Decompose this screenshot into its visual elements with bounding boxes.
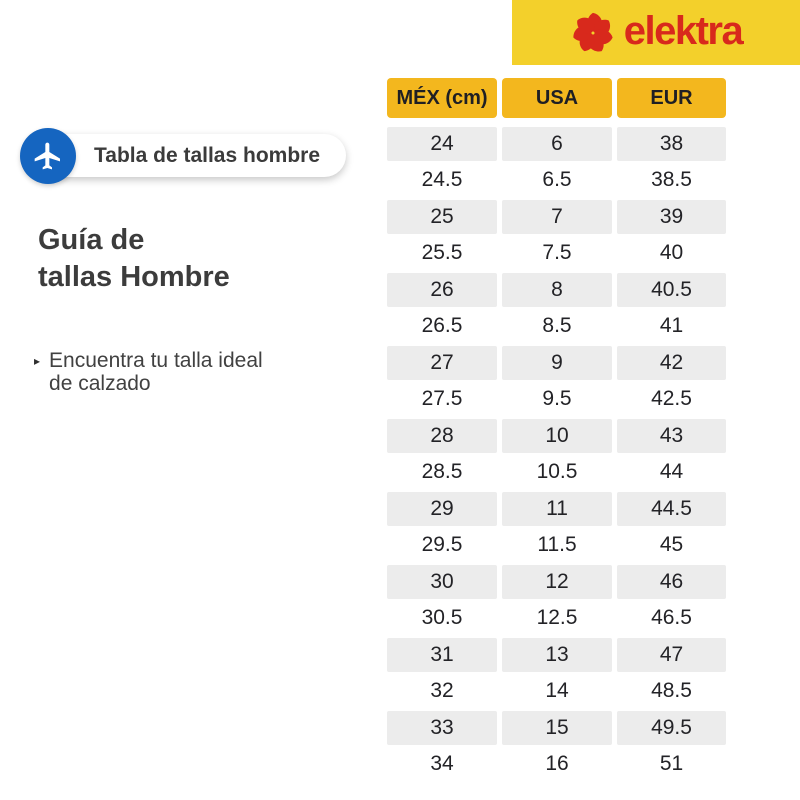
table-cell: 9 [502, 346, 612, 380]
table-row [387, 310, 727, 344]
table-cell: 30 [387, 565, 497, 599]
table-cell: 45 [659, 533, 684, 557]
bullet-note [34, 349, 274, 395]
table-cell: 29.5 [421, 533, 463, 557]
table-cell: 44 [659, 460, 684, 484]
table-cell: 41 [659, 314, 684, 338]
airplane-icon [20, 128, 76, 184]
table-cell: 8 [502, 273, 612, 307]
triangle-bullet-icon: ▸ [34, 354, 41, 368]
table-cell: 30.5 [421, 606, 463, 630]
table-cell: 12.5 [536, 606, 578, 630]
table-cell: 33 [387, 711, 497, 745]
page-title [38, 222, 230, 296]
table-cell: 13 [502, 638, 612, 672]
table-cell: 40 [659, 241, 684, 265]
size-table [387, 78, 727, 784]
size-chart-badge [20, 128, 360, 184]
page-title-line2: tallas Hombre [38, 261, 230, 293]
table-cell: 26.5 [421, 314, 463, 338]
table-cell: 29 [387, 492, 497, 526]
table-cell: 7 [502, 200, 612, 234]
column-header-eur: EUR [617, 78, 726, 118]
table-cell: 12 [502, 565, 612, 599]
table-row [387, 127, 727, 161]
table-row [387, 346, 727, 380]
table-cell: 24 [387, 127, 497, 161]
table-cell: 42.5 [651, 387, 692, 411]
table-cell: 26 [387, 273, 497, 307]
table-row [387, 675, 727, 709]
table-cell: 25 [387, 200, 497, 234]
table-cell: 44.5 [617, 492, 726, 526]
table-cell: 7.5 [542, 241, 572, 265]
table-cell: 47 [617, 638, 726, 672]
table-cell: 14 [545, 679, 569, 703]
column-header-mex: MÉX (cm) [387, 78, 497, 118]
table-cell: 40.5 [617, 273, 726, 307]
table-cell: 32 [430, 679, 454, 703]
table-cell: 51 [659, 752, 684, 776]
table-cell: 43 [617, 419, 726, 453]
table-cell: 6.5 [542, 168, 572, 192]
table-row [387, 748, 727, 782]
column-header-usa: USA [502, 78, 612, 118]
table-row [387, 529, 727, 563]
size-table-body [387, 127, 727, 781]
table-cell: 24.5 [421, 168, 463, 192]
table-cell: 25.5 [421, 241, 463, 265]
table-row [387, 200, 727, 234]
table-row [387, 456, 727, 490]
table-cell: 49.5 [617, 711, 726, 745]
brand-wordmark: elektra [623, 8, 743, 53]
pinwheel-icon [570, 10, 616, 56]
table-row [387, 492, 727, 526]
table-cell: 27 [387, 346, 497, 380]
table-cell: 38 [617, 127, 726, 161]
table-cell: 31 [387, 638, 497, 672]
table-row [387, 419, 727, 453]
table-cell: 38.5 [651, 168, 692, 192]
table-row [387, 638, 727, 672]
table-cell: 15 [502, 711, 612, 745]
table-cell: 11 [502, 492, 612, 526]
page-title-line1: Guía de [38, 224, 145, 256]
table-cell: 9.5 [542, 387, 572, 411]
table-row [387, 164, 727, 198]
table-cell: 28 [387, 419, 497, 453]
table-row [387, 711, 727, 745]
table-cell: 10.5 [536, 460, 578, 484]
brand-banner [512, 0, 800, 65]
table-row [387, 273, 727, 307]
table-cell: 42 [617, 346, 726, 380]
table-row [387, 237, 727, 271]
bullet-text: Encuentra tu talla ideal de calzado [49, 349, 263, 395]
table-cell: 34 [430, 752, 454, 776]
table-cell: 46 [617, 565, 726, 599]
table-cell: 8.5 [542, 314, 572, 338]
table-cell: 16 [545, 752, 569, 776]
table-cell: 39 [617, 200, 726, 234]
table-row [387, 565, 727, 599]
table-cell: 10 [502, 419, 612, 453]
table-cell: 11.5 [537, 533, 577, 557]
table-cell: 6 [502, 127, 612, 161]
table-cell: 46.5 [651, 606, 692, 630]
badge-label: Tabla de tallas hombre [30, 134, 346, 177]
table-cell: 27.5 [421, 387, 463, 411]
size-table-header [387, 78, 727, 118]
table-cell: 28.5 [421, 460, 463, 484]
table-row [387, 602, 727, 636]
table-cell: 48.5 [651, 679, 692, 703]
table-row [387, 383, 727, 417]
